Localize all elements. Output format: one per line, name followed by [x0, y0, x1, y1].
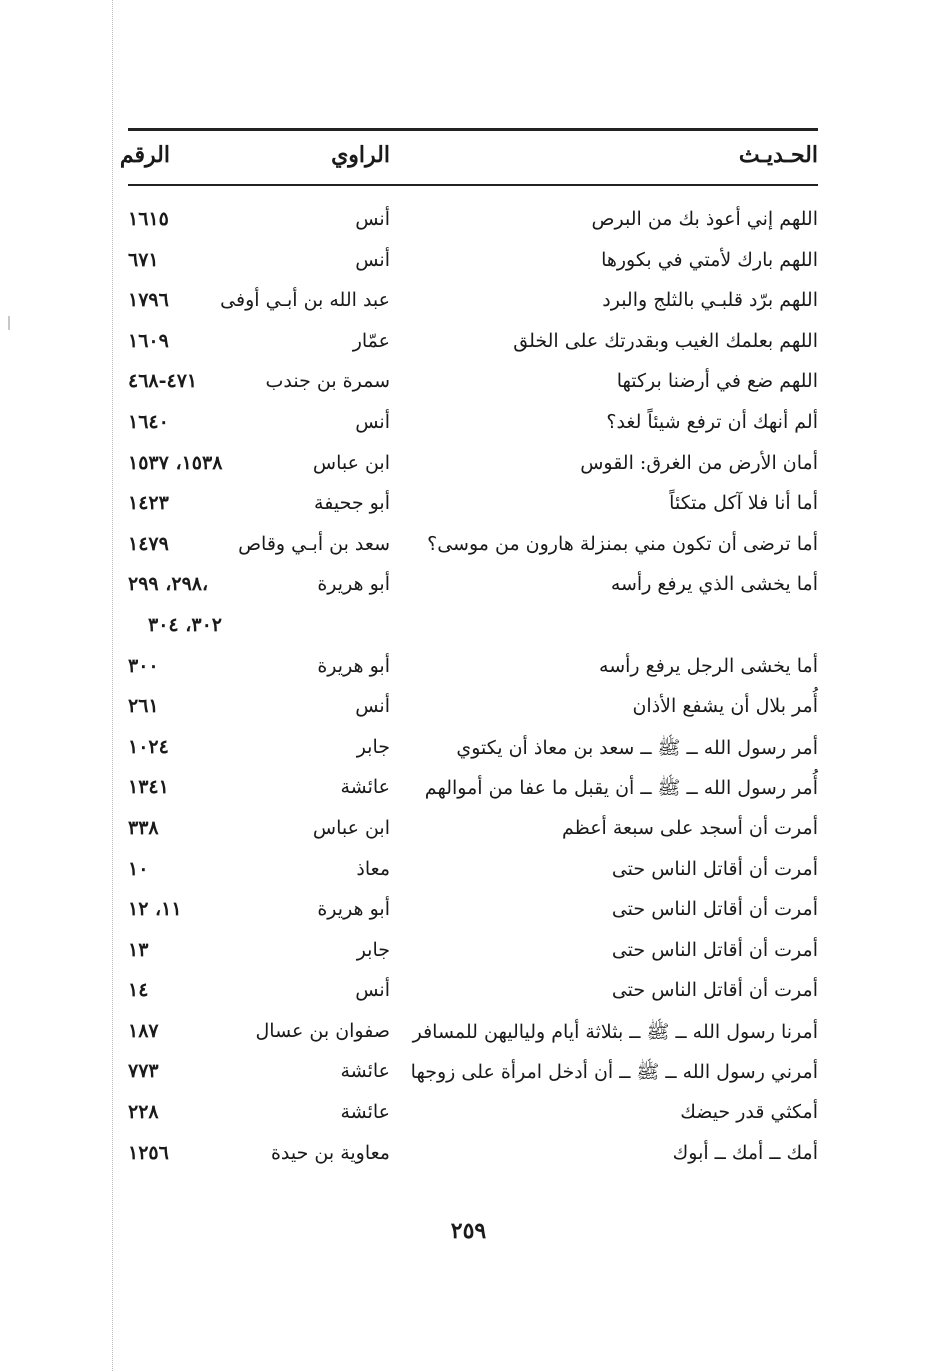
hadith-number: ٢٦١: [128, 695, 159, 718]
hadith-text: أمرت أن أقاتل الناس حتى: [611, 979, 818, 1002]
hadith-text: أمرت أن أسجد على سبعة أعظم: [561, 816, 818, 839]
narrator: معاذ: [356, 857, 390, 880]
table-row: [128, 1014, 818, 1055]
hadith-number: ٣٠٢، ٣٠٤: [148, 613, 222, 636]
table-row: [128, 852, 818, 893]
narrator: أبو هريرة: [317, 573, 390, 596]
narrator: أبو هريرة: [317, 654, 390, 677]
table-row: [128, 243, 818, 284]
table-row: [128, 649, 818, 690]
narrator: أنس: [355, 979, 390, 1002]
scan-edge-mark: [8, 316, 10, 330]
narrator: ابن عباس: [312, 816, 390, 839]
narrator: جابر: [356, 938, 390, 961]
hadith-number: ١٠٢٤: [128, 735, 169, 758]
narrator: معاوية بن حيدة: [270, 1141, 390, 1164]
hadith-text: اللهم ضع في أرضنا بركتها: [616, 370, 818, 393]
table-row: [128, 446, 818, 487]
narrator: أنس: [355, 695, 390, 718]
narrator: جابر: [356, 735, 390, 758]
hadith-text: أما ترضى أن تكون مني بمنزلة هارون من موسى؟: [427, 532, 818, 555]
hadith-number: ٢٩٨، ٢٩٩،: [128, 573, 209, 596]
table-row: [128, 1054, 818, 1095]
table-row: [128, 324, 818, 365]
top-rule: [128, 128, 818, 131]
narrator: عمّار: [352, 329, 390, 352]
table-row: [128, 527, 818, 568]
hadith-number: ١٥٣٨، ١٥٣٧: [128, 451, 223, 474]
narrator: أبو جحيفة: [314, 492, 390, 515]
hadith-number: ٧٧٣: [128, 1060, 159, 1083]
narrator: أنس: [355, 410, 390, 433]
hadith-text: أما يخشى الذي يرفع رأسه: [610, 573, 818, 596]
hadith-number: ٢٢٨: [128, 1101, 159, 1124]
table-row: [128, 608, 818, 649]
hadith-text: اللهم برّد قلبـي بالثلج والبرد: [602, 289, 818, 312]
narrator: أنس: [355, 248, 390, 271]
hadith-text: أمرت أن أقاتل الناس حتى: [611, 898, 818, 921]
narrator: سمرة بن جندب: [265, 370, 390, 393]
narrator: أنس: [355, 208, 390, 230]
hadith-number: ١٦٠٩: [128, 329, 169, 352]
table-row: [128, 1095, 818, 1136]
narrator: عائشة: [340, 1060, 390, 1083]
hadith-text: أُمر بلال أن يشفع الأذان: [632, 695, 818, 718]
hadith-number: ٣٣٨: [128, 816, 159, 839]
hadith-number: ٣٠٠: [128, 654, 159, 677]
table-row: [128, 1136, 818, 1177]
page-number: ٢٥٩: [450, 1218, 487, 1244]
table-row: [128, 567, 818, 608]
narrator: صفوان بن عسال: [255, 1019, 390, 1042]
hadith-number: ٤٧١-٤٦٨: [128, 370, 198, 393]
table-row: [128, 405, 818, 446]
hadith-number: ١٤٧٩: [128, 532, 169, 555]
header-rawi: الراوي: [331, 142, 390, 168]
table-row: [128, 811, 818, 852]
table-row: [128, 770, 818, 811]
header-rule: [128, 184, 818, 186]
hadith-text: أُمر رسول الله ــ ﷺ ــ أن يقبل ما عفا من أموالهم: [424, 777, 818, 800]
hadith-number: ١٣٤١: [128, 776, 169, 799]
hadith-text: أمرني رسول الله ــ ﷺ ــ أن أدخل امرأة على زوجها: [410, 1061, 818, 1084]
hadith-number: ١٦١٥: [128, 208, 169, 230]
hadith-text: أما أنا فلا آكل متكئاً: [669, 492, 818, 515]
hadith-number: ١٢٥٦: [128, 1141, 169, 1164]
table-row: [128, 730, 818, 771]
hadith-number: ١٤: [128, 979, 149, 1002]
header-raqm: الرقم: [119, 142, 170, 168]
table-row: [128, 933, 818, 974]
hadith-text: اللهم بارك لأمتي في بكورها: [601, 248, 818, 271]
hadith-text: أمكثي قدر حيضك: [680, 1101, 818, 1124]
hadith-text: أمك ــ أمك ــ أبوك: [672, 1141, 818, 1164]
narrator: سعد بن أبـي وقاص: [238, 532, 390, 555]
narrator: عائشة: [340, 776, 390, 799]
page-edge-line: [112, 0, 113, 1371]
narrator: عبد الله بن أبـي أوفى: [220, 289, 390, 312]
hadith-text: أمرت أن أقاتل الناس حتى: [611, 938, 818, 961]
table-body: [128, 202, 818, 1176]
hadith-number: ٦٧١: [128, 248, 159, 271]
hadith-number: ١١، ١٢: [128, 898, 182, 921]
hadith-text: اللهم بعلمك الغيب وبقدرتك على الخلق: [513, 329, 818, 352]
hadith-number: ١٣: [128, 938, 149, 961]
hadith-text: أمان الأرض من الغرق: القوس: [580, 451, 818, 474]
hadith-text: ألم أنهك أن ترفع شيئاً لغد؟: [606, 410, 818, 433]
hadith-number: ١٠: [128, 857, 149, 880]
hadith-number: ١٤٢٣: [128, 492, 169, 515]
narrator: ابن عباس: [312, 451, 390, 474]
hadith-text: اللهم إني أعوذ بك من البرص: [591, 208, 818, 230]
table-header: [119, 134, 818, 180]
table-row: [128, 973, 818, 1014]
hadith-text: أمرت أن أقاتل الناس حتى: [611, 857, 818, 880]
hadith-number: ١٧٩٦: [128, 289, 169, 312]
table-row: [128, 689, 818, 730]
hadith-number: ١٦٤٠: [128, 410, 169, 433]
narrator: أبو هريرة: [317, 898, 390, 921]
hadith-number: ١٨٧: [128, 1019, 159, 1042]
hadith-text: أمر رسول الله ــ ﷺ ــ سعد بن معاذ أن يكتوي: [456, 736, 818, 759]
table-row: [128, 364, 818, 405]
table-row: [128, 283, 818, 324]
header-hadith: الحـديـث: [738, 142, 818, 168]
narrator: عائشة: [340, 1101, 390, 1124]
hadith-text: أما يخشى الرجل يرفع رأسه: [599, 654, 818, 677]
hadith-text: أمرنا رسول الله ــ ﷺ ــ بثلاثة أيام ولياليهن للمسافر: [412, 1020, 818, 1043]
table-row: [128, 202, 818, 243]
table-row: [128, 486, 818, 527]
table-row: [128, 892, 818, 933]
